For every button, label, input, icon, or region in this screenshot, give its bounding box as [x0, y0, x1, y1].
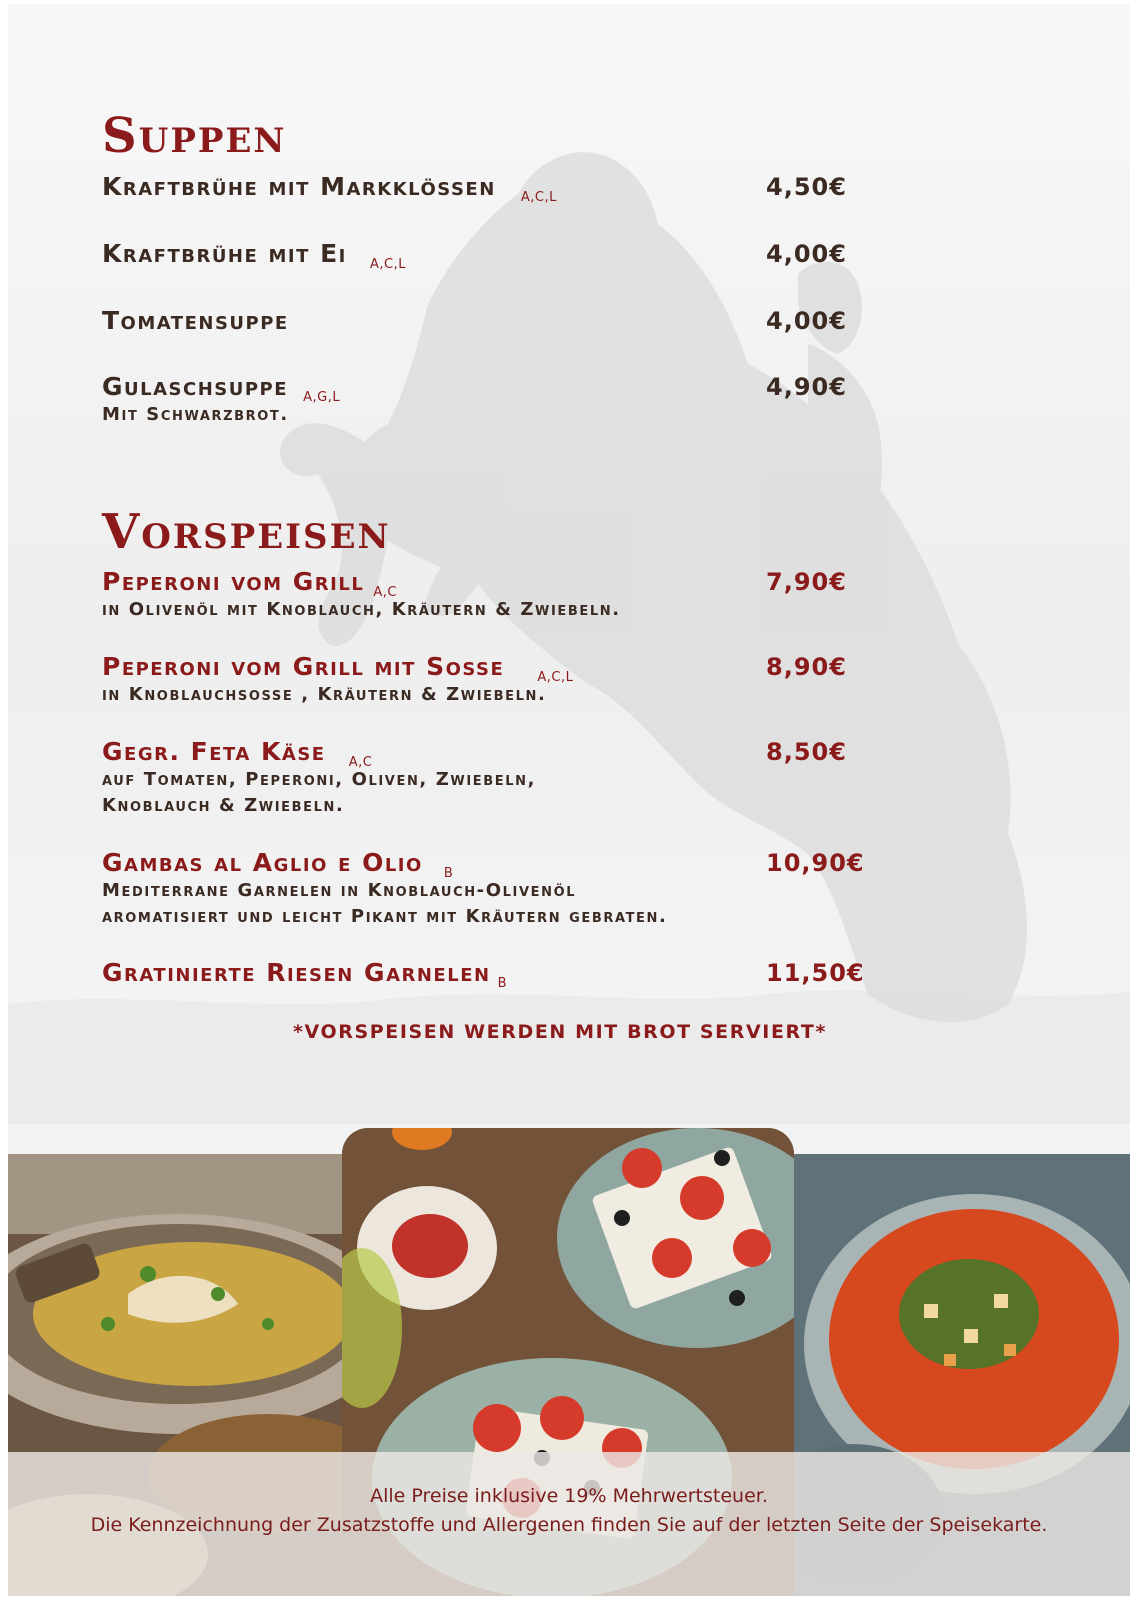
- item-name: Kraftbrühe mit Ei: [102, 239, 347, 268]
- section-title-suppen: Suppen: [102, 108, 287, 164]
- allergen-codes: A,C,L: [520, 190, 557, 205]
- allergen-codes: B: [443, 866, 454, 881]
- menu-item-peperoni-grill: [102, 567, 1002, 623]
- footer-vat-note: Alle Preise inklusive 19% Mehrwertsteuer.: [370, 1485, 768, 1507]
- menu-item-feta-kaese: [102, 737, 1002, 819]
- menu-item-kraftbruehe-ei: [102, 239, 1002, 272]
- item-name: Gegr. Feta Käse: [102, 737, 326, 766]
- allergen-codes: A,C: [373, 585, 397, 600]
- item-price: 8,50€: [766, 738, 847, 766]
- menu-page: [8, 4, 1130, 1596]
- menu-item-gambas: [102, 848, 1002, 930]
- item-price: 4,50€: [766, 173, 847, 201]
- menu-item-tomatensuppe: [102, 306, 1002, 336]
- item-name: Tomatensuppe: [102, 306, 289, 335]
- item-description: Mit Schwarzbrot.: [102, 404, 289, 425]
- allergen-codes: B: [497, 976, 508, 991]
- allergen-codes: A,C: [348, 755, 373, 770]
- item-name: Gambas al Aglio e Olio: [102, 848, 423, 877]
- item-price: 8,90€: [766, 653, 847, 681]
- item-name: Gratinierte Riesen Garnelen: [102, 958, 491, 987]
- item-description: auf Tomaten, Peperoni, Oliven, Zwiebeln, Knoblauch & Zwiebeln.: [102, 769, 537, 816]
- item-name: Peperoni vom Grill mit Sosse: [102, 652, 505, 681]
- item-price: 7,90€: [766, 568, 847, 596]
- menu-item-peperoni-grill-sosse: [102, 652, 1002, 708]
- item-price: 4,00€: [766, 240, 847, 268]
- allergen-codes: A,G,L: [303, 390, 341, 405]
- item-price: 11,50€: [766, 959, 865, 987]
- item-description: Mediterrane Garnelen in Knoblauch-Olivenöl aromatisiert und leicht Pikant mit Kräutern gebraten.: [102, 880, 668, 927]
- menu-item-riesen-garnelen: [102, 958, 1002, 991]
- item-description: in Olivenöl mit Knoblauch, Kräutern & Zwiebeln.: [102, 599, 621, 620]
- section-title-vorspeisen: Vorspeisen: [102, 504, 391, 560]
- menu-item-gulaschsuppe: [102, 372, 1002, 428]
- item-name: Kraftbrühe mit Markklössen: [102, 172, 496, 201]
- item-name: Gulaschsuppe: [102, 372, 289, 401]
- item-price: 4,00€: [766, 307, 847, 335]
- footer-notice: [8, 1482, 1130, 1540]
- allergen-codes: A,C,L: [369, 257, 406, 272]
- menu-item-kraftbruehe-markkloessen: [102, 172, 1002, 205]
- item-price: 10,90€: [766, 849, 865, 877]
- allergen-codes: A,C,L: [537, 670, 574, 685]
- footer-allergen-note: Die Kennzeichnung der Zusatzstoffe und Allergenen finden Sie auf der letzten Seite der Speisekarte.: [90, 1514, 1048, 1536]
- item-price: 4,90€: [766, 373, 847, 401]
- item-name: Peperoni vom Grill: [102, 567, 365, 596]
- item-description: in Knoblauchsosse , Kräutern & Zwiebeln.: [102, 684, 547, 705]
- bread-note: *VORSPEISEN WERDEN MIT BROT SERVIERT*: [292, 1021, 828, 1043]
